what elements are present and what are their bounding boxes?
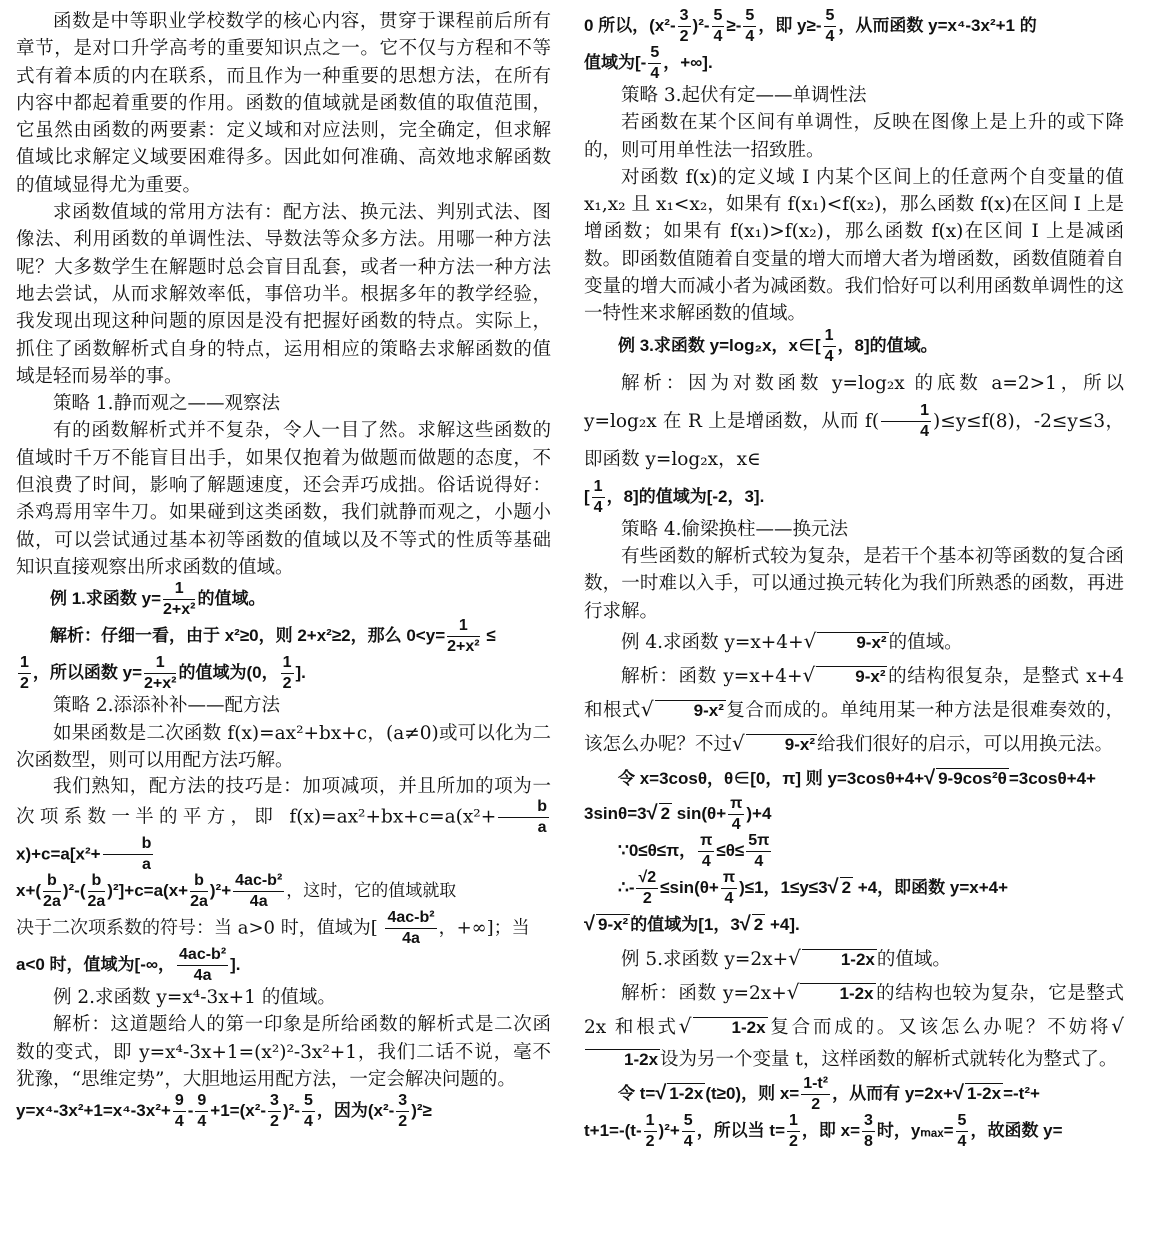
example-4: 例 4.求函数 y=x+4+√ 9-x² 的值域。 bbox=[621, 628, 963, 653]
methods-paragraph: 求函数值域的常用方法有：配方法、换元法、判别式法、图像法、利用函数的单调性法、导数法等众多方法。用哪一种方法呢？大多数学生在解题时总会盲目乱套，或者一种方法一种方法地去尝试，从而求解效率低，事倍功半。根据多年的教学经验，我发现出现这种问题的原因是没有把握好函数的特点。实际上，抓住了函数解析式自身的特点，运用相应的策略去求解函数的值域是轻而易举的事。 bbox=[16, 202, 551, 387]
substitution-t: 令 t=√ 1-2x (t≥0)，则 x= $\frac{\text{1-t²}}{2}$ ，从而有 y=2x+√ 1-2x =-t²+ bbox=[618, 1074, 1040, 1113]
answer-1: 解析：仔细一看，由于 x²≥0，则 2+x²≥2，那么 0<y= $\frac{1}{\text{2+x²}}$ ≤ bbox=[50, 617, 496, 656]
strategy-2-paragraph: 如果函数是二次函数 f(x)=ax²+bx+c，(a≠0)或可以化为二次函数型，则可以用配方法巧解。 bbox=[16, 722, 551, 771]
answer-4: 解析：函数 y=x+4+√ 9-x² 的结构很复杂，是整式 x+4 和根式√ 9-x² 复合而成的。单纯用某一种方法是很难奏效的，该怎么办呢？不过√ 9-x² 给我们很好的启示，可以用换元法。 bbox=[584, 662, 1124, 755]
answer-1-cont: $\frac{1}{2}$ ，所以函数 y= $\frac{1}{\text{2+x²}}$ 的值域为(0， $\frac{1}{2}$ ]. bbox=[20, 654, 306, 693]
answer-5: 解析：函数 y=2x+√ 1-2x 的结构也较为复杂，它是整式 2x 和根式√ 1-2x 复合而成的。又该怎么办呢？不妨将√1-2x 设为另一个变量 t，这样函数的解析式就转化为整式了。 bbox=[584, 979, 1124, 1070]
substitution-line-2: 3sinθ=3√ 2 sin(θ+ $\frac{\pi}{4}$ )+4 bbox=[584, 794, 772, 833]
completing-square-text: 我们熟知，配方法的技巧是：加项减项，并且所加的项为一次项系数一半的平方，即 f(x)=ax²+bx+c=a(x²+ $\frac{b}{a}$ x)+c=a[x²+ $\frac{b}{a}$ bbox=[16, 776, 551, 874]
strategy-3-heading: 策略 3.起伏有定——单调性法 bbox=[621, 85, 867, 106]
fraction: $\frac{1}{\text{2+x²}}$ bbox=[163, 580, 196, 619]
answer-2: 解析：这道题给人的第一印象是所给函数的解析式是二次函数的变式，即 y=x⁴-3x+1=(x²)²-3x²+1，我们二话不说，毫不犹豫，“思维定势”，大胆地运用配方法，一定会解决问题的。 bbox=[16, 1014, 551, 1091]
range-cases: 决于二次项系数的符号：当 a>0 时，值域为[ $\frac{\text{4ac-b²}}{4a}$ ，+∞]；当 bbox=[16, 909, 530, 948]
answer-2-cont: 0 所以，(x²- $\frac{3}{2}$ )²- $\frac{5}{4}$ ≥- $\frac{5}{4}$ ，即 y≥- $\frac{5}{4}$ ，从而函数 y=x⁴-3x²+1 的 bbox=[584, 7, 1037, 45]
substitution-line: 令 x=3cosθ，θ∈[0，π] 则 y=3cosθ+4+√ 9-9cos²θ =3cosθ+4+ bbox=[618, 766, 1096, 789]
answer-3-range: [ $\frac{1}{4}$ ，8]的值域为[-2，3]. bbox=[584, 477, 765, 516]
substitution-t-cont: t+1=-(t- $\frac{1}{2}$ )²+ $\frac{5}{4}$ ，所以当 t= $\frac{1}{2}$ ，即 x= $\frac{3}{8}$ 时，yₘₐₓ= $\frac{5}{4}$ ，故函数 y= bbox=[584, 1111, 1063, 1150]
example-1: 例 1.求函数 y= $\frac{1}{\text{2+x²}}$ 的值域。 bbox=[50, 580, 266, 619]
right-column bbox=[584, 8, 1124, 1150]
left-column bbox=[16, 8, 551, 1130]
fraction: $\frac{1}{\text{2+x²}}$ bbox=[447, 617, 480, 656]
strategy-1-heading: 策略 1.静而观之——观察法 bbox=[53, 393, 281, 415]
strategy-1-paragraph: 有的函数解析式并不复杂，令人一目了然。求解这些函数的值域时千万不能盲目出手，如果仅抱着为做题而做题的态度，不但浪费了时间，影响了解题速度，还会弄巧成拙。俗话说得好：杀鸡焉用宰牛刀。如果碰到这类函数，我们就静而观之，小题小做，可以尝试通过基本初等函数的值域以及不等式的性质等基础知识直接观察出所求函数的值域。 bbox=[16, 420, 551, 578]
final-range-4: ∴- $\frac{√2}{2}$ ≤sin(θ+ $\frac{\pi}{4}$ )≤1，1≤y≤3√ 2 +4，即函数 y=x+4+ bbox=[618, 868, 1009, 907]
strategy-3-paragraph: 若函数在某个区间有单调性，反映在图像上是上升的或下降的，则可用单性法一招致胜。 bbox=[584, 112, 1124, 161]
monotonic-definition: 对函数 f(x)的定义域 I 内某个区间上的任意两个自变量的值 x₁,x₂ 且 x₁<x₂，如果有 f(x₁)<f(x₂)，那么函数 f(x)在区间 I 上是增函数；如果有 f(x₁)>f(x₂)，那么函数 f(x)在区间 I 上是减函数。即函数值随着自变量的增大而增大者为增函数，函数值随着自变量的增大而减小者为减函数。我们恰好可以利用函数单调性的这一特性来求解函数的值域。 bbox=[584, 166, 1124, 325]
completing-square-formula: x+( $\frac{b}{2a}$ )²-( $\frac{b}{2a}$ )²]+c=a(x+ $\frac{b}{2a}$ )²+ $\frac{\text{4ac-b²}}{4a}$ ，这时，它的值域就取 bbox=[16, 872, 457, 911]
answer-3: 解析：因为对数函数 y=log₂x 的底数 a=2>1，所以 y=log₂x 在 R 上是增函数，从而 f( $\frac{1}{4}$ )≤y≤f(8)，-2≤y≤3，即函数 y=log₂x，x∈ bbox=[584, 372, 1124, 470]
example-3: 例 3.求函数 y=log₂x，x∈[ $\frac{1}{4}$ ，8]的值域。 bbox=[618, 326, 938, 365]
strategy-4-paragraph: 有些函数的解析式较为复杂，是若干个基本初等函数的复合函数，一时难以入手，可以通过换元转化为我们所熟悉的函数，再进行求解。 bbox=[584, 545, 1124, 622]
example-2: 例 2.求函数 y=x⁴-3x+1 的值域。 bbox=[53, 987, 336, 1009]
theta-range: ∵0≤θ≤π， $\frac{\pi}{4}$ ≤θ≤ $\frac{5\pi}{4}$ bbox=[618, 831, 770, 870]
final-range-4-cont: √ 9-x² 的值域为[1，3√ 2 +4]. bbox=[584, 912, 800, 935]
strategy-2-heading: 策略 2.添添补补——配方法 bbox=[53, 695, 281, 717]
strategy-4-heading: 策略 4.偷梁换柱——换元法 bbox=[621, 518, 849, 540]
example-5: 例 5.求函数 y=2x+√ 1-2x 的值域。 bbox=[621, 945, 951, 970]
range-cases-cont: a<0 时，值域为[-∞， $\frac{\text{4ac-b²}}{4a}$ ]. bbox=[16, 946, 241, 985]
answer-2-range: 值域为[- $\frac{5}{4}$ ，+∞]. bbox=[584, 44, 713, 82]
answer-2-formula: y=x⁴-3x²+1=x⁴-3x²+ $\frac{9}{4}$ - $\frac{9}{4}$ +1=(x²- $\frac{3}{2}$ )²- $\frac{5}{4}$ ，因为(x²- $\frac{3}{2}$ )²≥ bbox=[16, 1092, 432, 1131]
intro-paragraph: 函数是中等职业学校数学的核心内容，贯穿于课程前后所有章节，是对口升学高考的重要知识点之一。它不仅与方程和不等式有着本质的内在联系，而且作为一种重要的思想方法，在所有内容中都起着重要的作用。函数的值域就是函数值的取值范围，它虽然由函数的两要素：定义域和对应法则，完全确定，但求解值域比求解定义域要困难得多。因此如何准确、高效地求解函数的值域显得尤为重要。 bbox=[16, 11, 551, 196]
